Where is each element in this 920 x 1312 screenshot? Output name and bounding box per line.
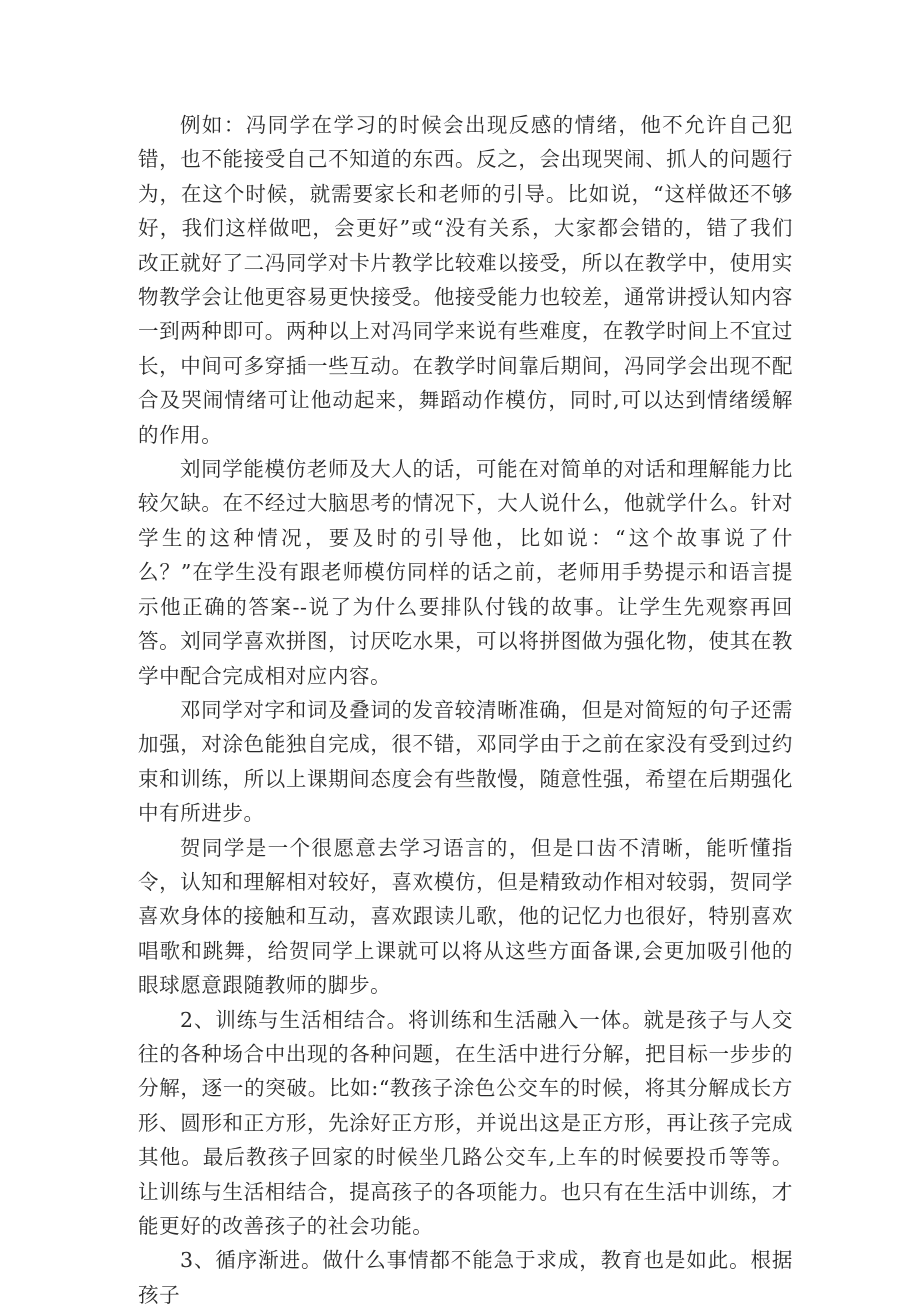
paragraph-liu: 刘同学能模仿老师及大人的话，可能在对简单的对话和理解能力比较欠缺。在不经过大脑思考的情况下，大人说什么，他就学什么。针对学生的这种情况，要及时的引导他，比如说：“这个故事说了什么？”在学生没有跟老师模仿同样的话之前，老师用手势提示和语言提示他正确的答案--说了为什么要排队付钱的故事。让学生先观察再回答。刘同学喜欢拼图，讨厌吃水果，可以将拼图做为强化物，使其在教学中配合完成相对应内容。 xyxy=(138,457,793,688)
paragraph-point-2: 2、训练与生活相结合。将训练和生活融入一体。就是孩子与人交往的各种场合中出现的各种问题，在生活中进行分解，把目标一步步的分解，逐一的突破。比如:“教孩子涂色公交车的时候，将其分解成长方形、圆形和正方形，先涂好正方形，并说出这是正方形，再让孩子完成其他。最后教孩子回家的时候坐几路公交车,上车的时候要投币等等。让训练与生活相结合，提高孩子的各项能力。也只有在生活中训练，才能更好的改善孩子的社会功能。 xyxy=(138,1007,793,1238)
paragraph-point-3: 3、循序渐进。做什么事情都不能急于求成，教育也是如此。根据孩子 xyxy=(138,1248,793,1307)
document-body xyxy=(138,108,793,1312)
paragraph-feng: 例如：冯同学在学习的时候会出现反感的情绪，他不允许自己犯错，也不能接受自己不知道的东西。反之，会出现哭闹、抓人的问题行为，在这个时候，就需要家长和老师的引导。比如说，“这样做还不够好，我们这样做吧，会更好”或“没有关系，大家都会错的，错了我们改正就好了二冯同学对卡片教学比较难以接受，所以在教学中，使用实物教学会让他更容易更快接受。他接受能力也较差，通常讲授认知内容一到两种即可。两种以上对冯同学来说有些难度，在教学时间上不宜过长，中间可多穿插一些互动。在教学时间靠后期间，冯同学会出现不配合及哭闹情绪可让他动起来，舞蹈动作模仿，同时,可以达到情绪缓解的作用。 xyxy=(138,113,793,447)
paragraph-deng: 邓同学对字和词及叠词的发音较清晰准确，但是对简短的句子还需加强，对涂色能独自完成，很不错，邓同学由于之前在家没有受到过约束和训练，所以上课期间态度会有些散慢，随意性强，希望在后期强化中有所进步。 xyxy=(138,697,793,826)
paragraph-he: 贺同学是一个很愿意去学习语言的，但是口齿不清晰，能听懂指令，认知和理解相对较好，喜欢模仿，但是精致动作相对较弱，贺同学喜欢身体的接触和互动，喜欢跟读儿歌，他的记忆力也很好，特别喜欢唱歌和跳舞，给贺同学上课就可以将从这些方面备课,会更加吸引他的眼球愿意跟随教师的脚步。 xyxy=(138,835,793,998)
